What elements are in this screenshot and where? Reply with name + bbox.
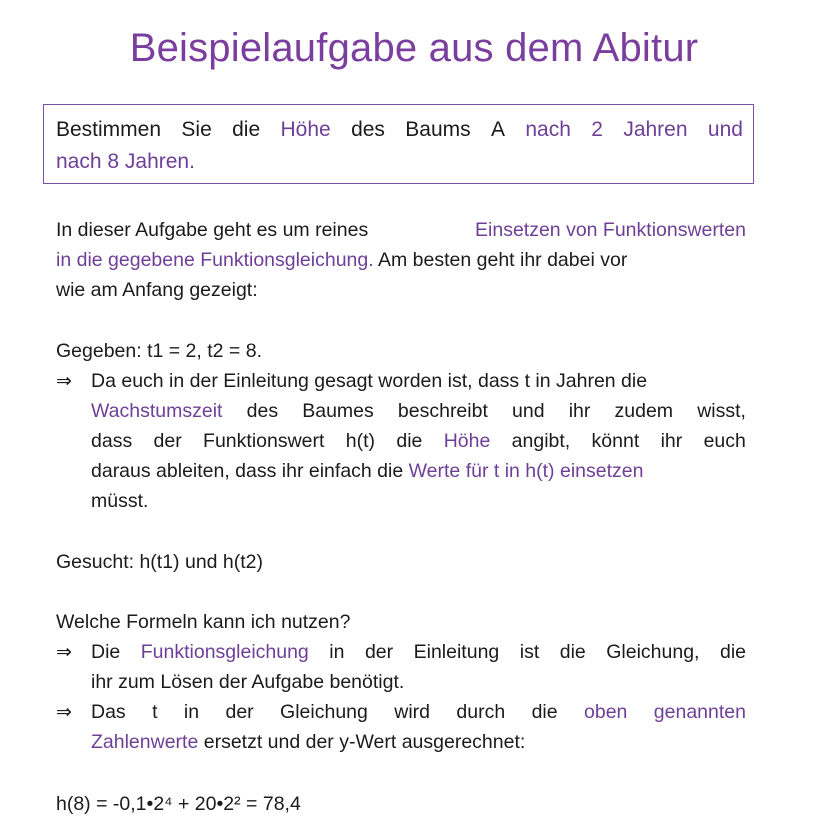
word: Funktionsgleichung — [140, 641, 309, 663]
word: der — [153, 430, 182, 452]
intro-line-3: wie am Anfang gezeigt: — [56, 279, 258, 301]
given-bullet — [56, 366, 746, 516]
word: die — [719, 641, 746, 663]
task-box — [43, 104, 754, 184]
formula-text: ersetzt und der y-Wert ausgerechnet: — [198, 731, 526, 753]
word: 2 — [591, 118, 603, 141]
formula-bullet-2 — [56, 697, 746, 757]
word: des — [246, 400, 279, 422]
word: durch — [456, 701, 506, 723]
word: Höhe — [443, 430, 491, 452]
intro-highlight-2: in die gegebene Funktionsgleichung. — [56, 249, 374, 271]
word: Gleichung — [280, 701, 368, 723]
word: t — [152, 701, 158, 723]
word: Baumes — [302, 400, 374, 422]
given-text-4: daraus ableiten, dass ihr einfach die — [91, 460, 409, 482]
given-section — [56, 336, 746, 516]
given-highlight-4: Werte für t in h(t) einsetzen — [408, 460, 644, 482]
word: Höhe — [280, 118, 331, 141]
word: Gleichung, — [606, 641, 700, 663]
given-line-2 — [91, 396, 746, 426]
word: die — [232, 118, 261, 141]
intro-text: In dieser Aufgabe geht es um reines — [56, 219, 369, 241]
word: Sie — [181, 118, 212, 141]
word: könnt — [591, 430, 640, 452]
word: der — [364, 641, 394, 663]
word: dass — [91, 430, 133, 452]
formulas-question: Welche Formeln kann ich nutzen? — [56, 611, 351, 633]
implies-arrow-icon: ⇒ — [56, 641, 72, 663]
word: Wachstumszeit — [91, 400, 223, 422]
page-title: Beispielaufgabe aus dem Abitur — [129, 26, 699, 70]
formula-bullet-1-line-2: ihr zum Lösen der Aufgabe benötigt. — [91, 671, 405, 693]
word: und — [512, 400, 545, 422]
word: Baums — [405, 118, 471, 141]
sought-line: Gesucht: h(t1) und h(t2) — [56, 551, 264, 573]
intro-paragraph — [56, 215, 746, 305]
word: Einleitung — [413, 641, 500, 663]
word: Bestimmen — [56, 118, 162, 141]
formula-bullet-2-line-1 — [91, 697, 746, 727]
intro-text-2: Am besten geht ihr dabei vor — [373, 249, 628, 271]
formulas-section — [56, 607, 746, 757]
given-label: Gegeben: t1 = 2, t2 = 8. — [56, 340, 262, 362]
implies-arrow-icon: ⇒ — [56, 370, 72, 392]
given-line-1: Da euch in der Einleitung gesagt worden ist, dass t in Jahren die — [91, 370, 648, 392]
given-line-3 — [91, 426, 746, 456]
word: die — [396, 430, 423, 452]
intro-highlight: Einsetzen von Funktionswerten — [475, 219, 746, 241]
word: oben — [584, 701, 628, 723]
word: beschreibt — [397, 400, 488, 422]
word: Jahren — [623, 118, 688, 141]
formula-highlight: Zahlenwerte — [91, 731, 199, 753]
equation: h(8) = -0,1•2⁴ + 20•2² = 78,4 — [56, 793, 301, 815]
formula-bullet-1-line-1 — [91, 637, 746, 667]
formula-bullet-2-line-2 — [91, 727, 746, 757]
implies-arrow-icon: ⇒ — [56, 701, 72, 723]
word: zudem — [614, 400, 674, 422]
word: genannten — [653, 701, 746, 723]
given-line-4 — [91, 456, 746, 486]
word: angibt, — [511, 430, 571, 452]
word: des — [351, 118, 385, 141]
word: der — [225, 701, 254, 723]
word: h(t) — [345, 430, 376, 452]
word: A — [491, 118, 506, 141]
word: die — [559, 641, 586, 663]
word: Die — [91, 641, 121, 663]
word: in — [329, 641, 345, 663]
intro-line-1 — [56, 215, 746, 245]
task-line-2: nach 8 Jahren. — [56, 150, 195, 173]
word: nach — [525, 118, 571, 141]
word: ihr — [660, 430, 683, 452]
formula-bullet-1 — [56, 637, 746, 697]
word: die — [531, 701, 558, 723]
intro-line-2 — [56, 245, 746, 275]
task-line-1 — [56, 114, 743, 146]
word: ist — [519, 641, 540, 663]
word: und — [707, 118, 743, 141]
given-line-5: müsst. — [91, 490, 149, 512]
word: Funktionswert — [203, 430, 325, 452]
word: euch — [703, 430, 746, 452]
word: wisst, — [697, 400, 746, 422]
word: Das — [91, 701, 126, 723]
word: ihr — [568, 400, 591, 422]
word: in — [183, 701, 200, 723]
word: wird — [394, 701, 431, 723]
